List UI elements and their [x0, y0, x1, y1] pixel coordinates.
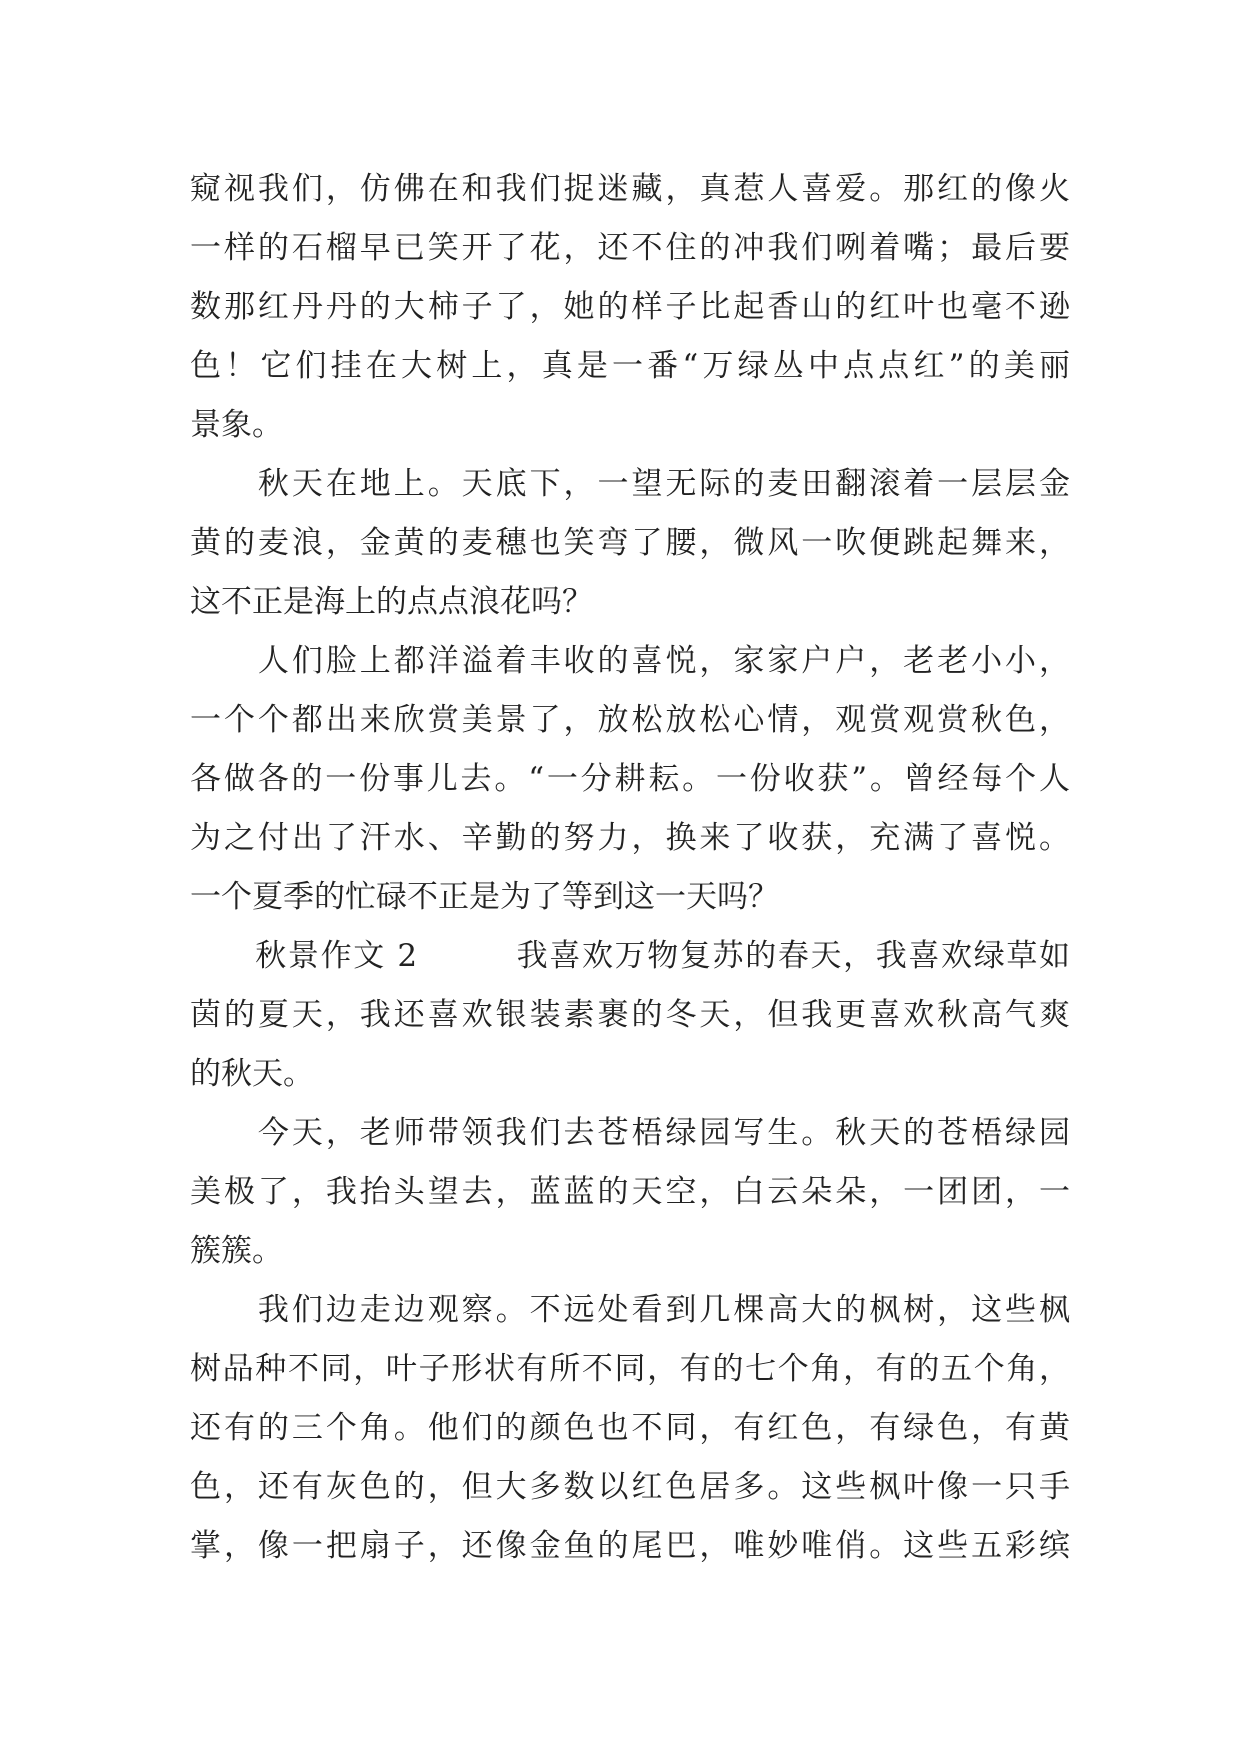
- text-line: 我们边走边观察。不远处看到几棵高大的枫树，这些枫: [190, 1292, 1070, 1328]
- text-line: 茵的夏天，我还喜欢银装素裹的冬天，但我更喜欢秋高气爽: [190, 997, 1070, 1033]
- text-line: 人们脸上都洋溢着丰收的喜悦，家家户户，老老小小，: [190, 643, 1070, 679]
- text-line: 掌，像一把扇子，还像金鱼的尾巴，唯妙唯俏。这些五彩缤: [190, 1528, 1070, 1564]
- text-line: 一个个都出来欣赏美景了，放松放松心情，观赏观赏秋色，: [190, 702, 1070, 738]
- essay-text: [190, 160, 1070, 1576]
- text-line: 的秋天。: [190, 1056, 314, 1092]
- text-line: 一个夏季的忙碌不正是为了等到这一天吗？: [190, 879, 779, 915]
- text-line: 秋景作文 2 我喜欢万物复苏的春天，我喜欢绿草如: [190, 938, 1070, 974]
- text-line: 美极了，我抬头望去，蓝蓝的天空，白云朵朵，一团团，一: [190, 1174, 1070, 1210]
- text-line: 一样的石榴早已笑开了花，还不住的冲我们咧着嘴；最后要: [190, 230, 1070, 266]
- text-line: 景象。: [190, 407, 283, 443]
- text-line: 各做各的一份事儿去。“一分耕耘。一份收获”。曾经每个人: [190, 761, 1070, 797]
- text-line: 秋天在地上。天底下，一望无际的麦田翻滚着一层层金: [190, 466, 1070, 502]
- text-line: 还有的三个角。他们的颜色也不同，有红色，有绿色，有黄: [190, 1410, 1070, 1446]
- text-line: 色，还有灰色的，但大多数以红色居多。这些枫叶像一只手: [190, 1469, 1070, 1505]
- text-line: 这不正是海上的点点浪花吗？: [190, 584, 593, 620]
- text-line: 树品种不同，叶子形状有所不同，有的七个角，有的五个角，: [190, 1351, 1070, 1387]
- text-line: 窥视我们，仿佛在和我们捉迷藏，真惹人喜爱。那红的像火: [190, 171, 1070, 207]
- text-line: 为之付出了汗水、辛勤的努力，换来了收获，充满了喜悦。: [190, 820, 1070, 856]
- text-line: 簇簇。: [190, 1233, 283, 1269]
- text-line: 今天，老师带领我们去苍梧绿园写生。秋天的苍梧绿园: [190, 1115, 1070, 1151]
- text-line: 色！它们挂在大树上，真是一番“万绿丛中点点红”的美丽: [190, 348, 1070, 384]
- text-line: 黄的麦浪，金黄的麦穗也笑弯了腰，微风一吹便跳起舞来，: [190, 525, 1070, 561]
- text-line: 数那红丹丹的大柿子了，她的样子比起香山的红叶也毫不逊: [190, 289, 1070, 325]
